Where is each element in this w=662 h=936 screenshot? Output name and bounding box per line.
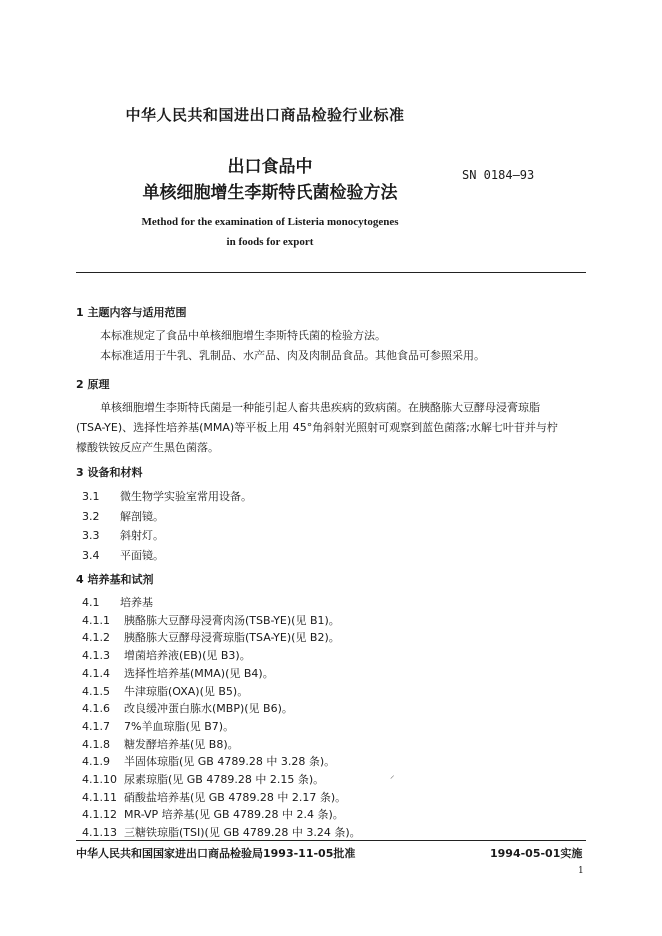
item-number: 3.4 <box>82 549 100 562</box>
paragraph: 本标准规定了食品中单核细胞增生李斯特氏菌的检验方法。 <box>100 329 386 342</box>
item-text: 7%羊血琼脂(见 B7)。 <box>124 719 235 733</box>
effective-date: 1994-05-01实施 <box>490 847 583 860</box>
item-number: 4.1.9 <box>82 755 110 769</box>
item-number: 4.1.3 <box>82 649 110 663</box>
item-number: 4.1 <box>82 596 100 609</box>
item-number: 4.1.13 <box>82 826 117 840</box>
item-text: 糖发酵培养基(见 B8)。 <box>124 737 239 751</box>
item-text: 硝酸盐培养基(见 GB 4789.28 中 2.17 条)。 <box>124 790 347 804</box>
item-number: 3.2 <box>82 510 100 523</box>
item-text: 改良缓冲蛋白胨水(MBP)(见 B6)。 <box>124 702 293 716</box>
english-title-line2: in foods for export <box>226 236 314 248</box>
scan-mark-decoration: ⸝ <box>390 771 395 781</box>
list-item <box>82 824 361 840</box>
item-number: 4.1.11 <box>82 790 117 804</box>
list-item <box>82 594 153 610</box>
approval-line: 中华人民共和国国家进出口商品检验局1993-11-05批准 <box>76 847 356 860</box>
paragraph: 单核细胞增生李斯特氏菌是一种能引起人畜共患疾病的致病菌。在胰酪胨大豆酵母浸膏琼脂 <box>100 401 540 414</box>
item-text: 三糖铁琼脂(TSI)(见 GB 4789.28 中 3.24 条)。 <box>124 826 361 840</box>
item-number: 4.1.8 <box>82 737 110 751</box>
list-item <box>82 508 164 524</box>
list-item <box>82 700 293 716</box>
page-number: 1 <box>578 866 584 876</box>
item-text: 胰酪胨大豆酵母浸膏肉汤(TSB-YE)(见 B1)。 <box>124 613 340 627</box>
issuing-organization: 中华人民共和国进出口商品检验行业标准 <box>125 106 405 124</box>
list-item <box>82 806 344 822</box>
item-number: 4.1.5 <box>82 684 110 698</box>
item-text: 增菌培养液(EB)(见 B3)。 <box>124 649 251 663</box>
item-number: 3.1 <box>82 490 100 503</box>
section-heading: 4 培养基和试剂 <box>76 573 154 586</box>
item-text: MR-VP 培养基(见 GB 4789.28 中 2.4 条)。 <box>124 808 344 822</box>
item-text: 微生物学实验室常用设备。 <box>120 490 252 503</box>
list-item <box>82 736 239 752</box>
list-item <box>82 789 346 805</box>
item-text: 培养基 <box>120 596 153 609</box>
list-item <box>82 488 252 504</box>
item-number: 4.1.2 <box>82 631 110 645</box>
item-number: 4.1.6 <box>82 702 110 716</box>
document-title-line1: 出口食品中 <box>227 157 313 177</box>
list-item <box>82 683 248 699</box>
header-divider <box>76 272 586 273</box>
item-number: 4.1.7 <box>82 719 110 733</box>
item-text: 尿素琼脂(见 GB 4789.28 中 2.15 条)。 <box>124 773 325 786</box>
section-heading: 2 原理 <box>76 378 110 391</box>
item-text: 斜射灯。 <box>120 529 164 542</box>
list-item <box>82 665 274 681</box>
document-title-line2: 单核细胞增生李斯特氏菌检验方法 <box>142 183 398 203</box>
item-text: 牛津琼脂(OXA)(见 B5)。 <box>124 684 249 698</box>
list-item <box>82 718 234 734</box>
list-item <box>82 647 251 663</box>
item-text: 选择性培养基(MMA)(见 B4)。 <box>124 666 274 680</box>
list-item <box>82 527 164 543</box>
list-item <box>82 771 324 787</box>
footer-divider <box>76 840 586 841</box>
item-text: 半固体琼脂(见 GB 4789.28 中 3.28 条)。 <box>124 755 336 769</box>
item-number: 4.1.1 <box>82 613 110 627</box>
list-item <box>82 612 340 628</box>
paragraph: 本标准适用于牛乳、乳制品、水产品、肉及肉制品食品。其他食品可参照采用。 <box>100 349 485 362</box>
list-item <box>82 753 335 769</box>
item-text: 平面镜。 <box>120 549 164 562</box>
item-number: 4.1.10 <box>82 773 117 786</box>
list-item <box>82 547 164 563</box>
item-text: 解剖镜。 <box>120 510 164 523</box>
list-item <box>82 629 340 645</box>
item-number: 3.3 <box>82 529 100 542</box>
standard-number: SN 0184—93 <box>462 168 535 182</box>
item-number: 4.1.4 <box>82 666 110 680</box>
english-title-line1: Method for the examination of Listeria monocytogenes <box>141 216 399 228</box>
paragraph: 檬酸铁铵反应产生黑色菌落。 <box>76 441 219 454</box>
paragraph: (TSA-YE)、选择性培养基(MMA)等平板上用 45°角斜射光照射可观察到蓝色菌落;水解七叶苷并与柠 <box>76 421 558 434</box>
section-heading: 3 设备和材料 <box>76 466 143 479</box>
section-heading: 1 主题内容与适用范围 <box>76 306 187 319</box>
item-number: 4.1.12 <box>82 808 117 822</box>
item-text: 胰酪胨大豆酵母浸膏琼脂(TSA-YE)(见 B2)。 <box>124 631 340 645</box>
